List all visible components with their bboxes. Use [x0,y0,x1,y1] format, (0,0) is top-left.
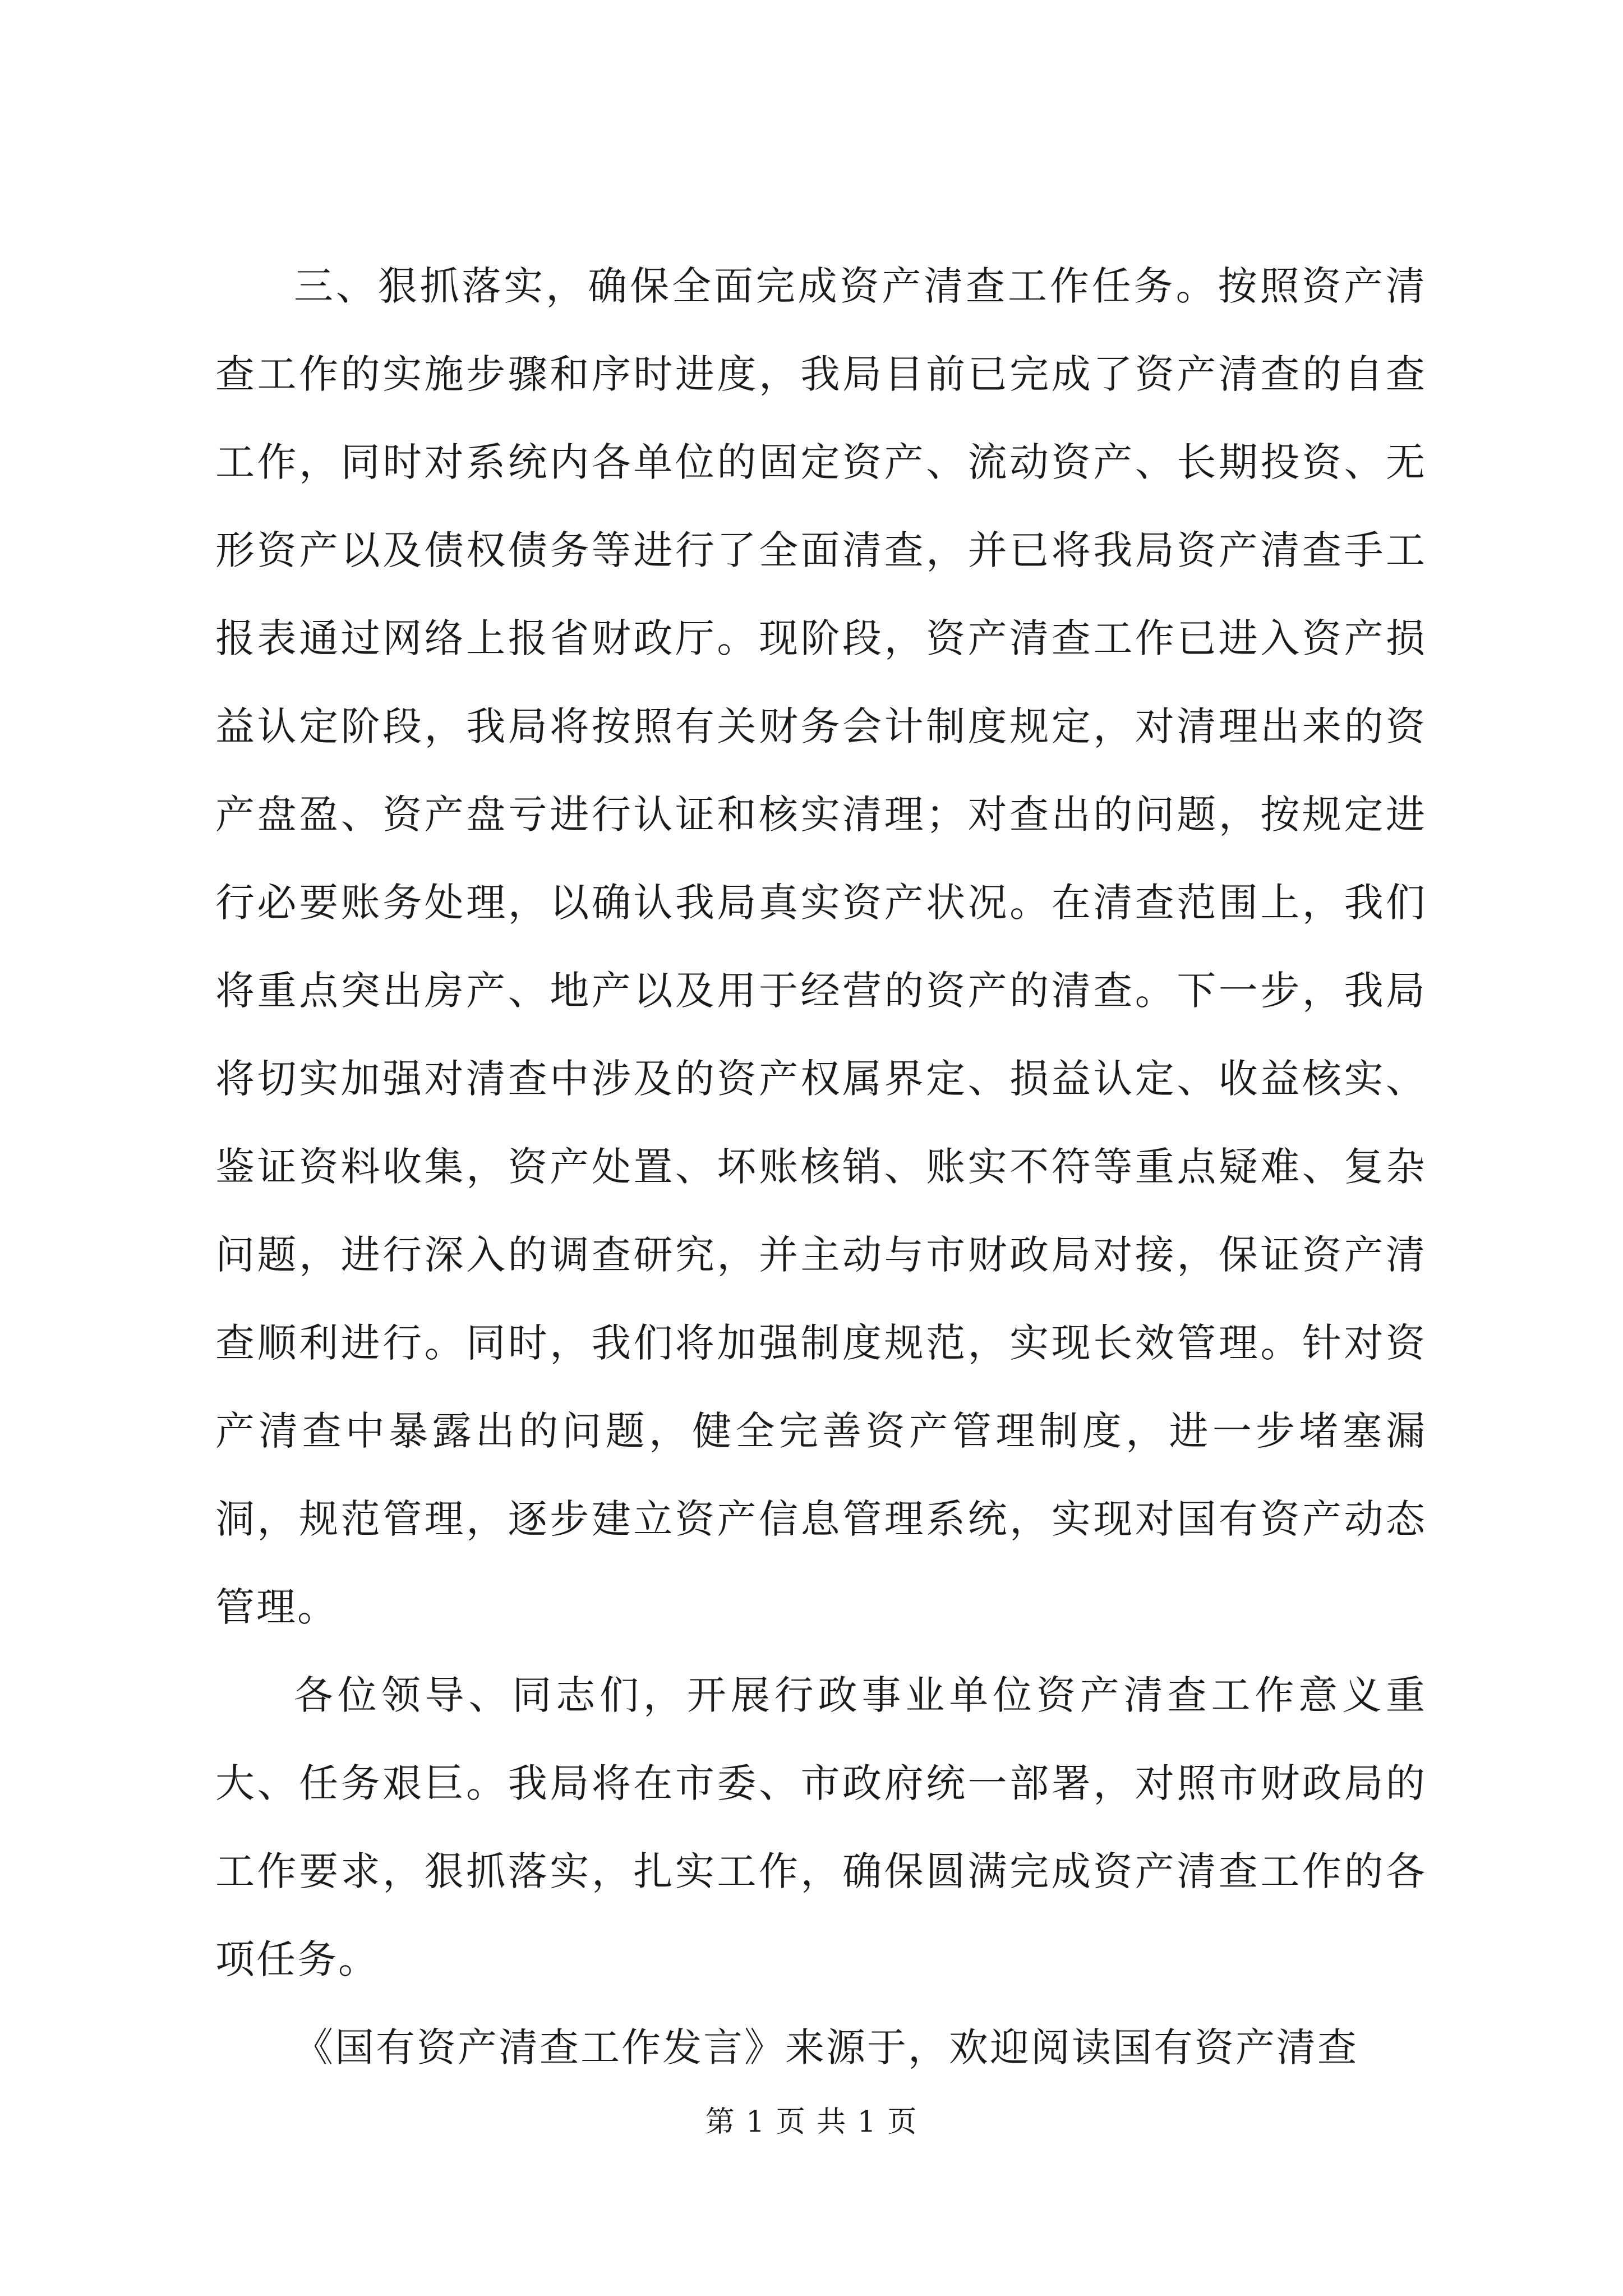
document-body [215,242,1427,2092]
paragraph-asset-check-tasks: 三、狠抓落实，确保全面完成资产清查工作任务。按照资产清查工作的实施步骤和序时进度，我局目前已完成了资产清查的自查工作，同时对系统内各单位的固定资产、流动资产、长期投资、无形资产以及债权债务等进行了全面清查，并已将我局资产清查手工报表通过网络上报省财政厅。现阶段，资产清查工作已进入资产损益认定阶段，我局将按照有关财务会计制度规定，对清理出来的资产盘盈、资产盘亏进行认证和核实清理；对查出的问题，按规定进行必要账务处理，以确认我局真实资产状况。在清查范围上，我们将重点突出房产、地产以及用于经营的资产的清查。下一步，我局将切实加强对清查中涉及的资产权属界定、损益认定、收益核实、鉴证资料收集，资产处置、坏账核销、账实不符等重点疑难、复杂问题，进行深入的调查研究，并主动与市财政局对接，保证资产清查顺利进行。同时，我们将加强制度规范，实现长效管理。针对资产清查中暴露出的问题，健全完善资产管理制度，进一步堵塞漏洞，规范管理，逐步建立资产信息管理系统，实现对国有资产动态管理。 [215,263,1427,1630]
paragraph-source-note: 《国有资产清查工作发言》来源于，欢迎阅读国有资产清查 [294,2024,1358,2070]
page-number-footer: 第 1 页 共 1 页 [705,2105,918,2139]
paragraph-closing-remarks: 各位领导、同志们，开展行政事业单位资产清查工作意义重大、任务艰巨。我局将在市委、市政府统一部署，对照市财政局的工作要求，狠抓落实，扎实工作，确保圆满完成资产清查工作的各项任务。 [215,1672,1427,1982]
